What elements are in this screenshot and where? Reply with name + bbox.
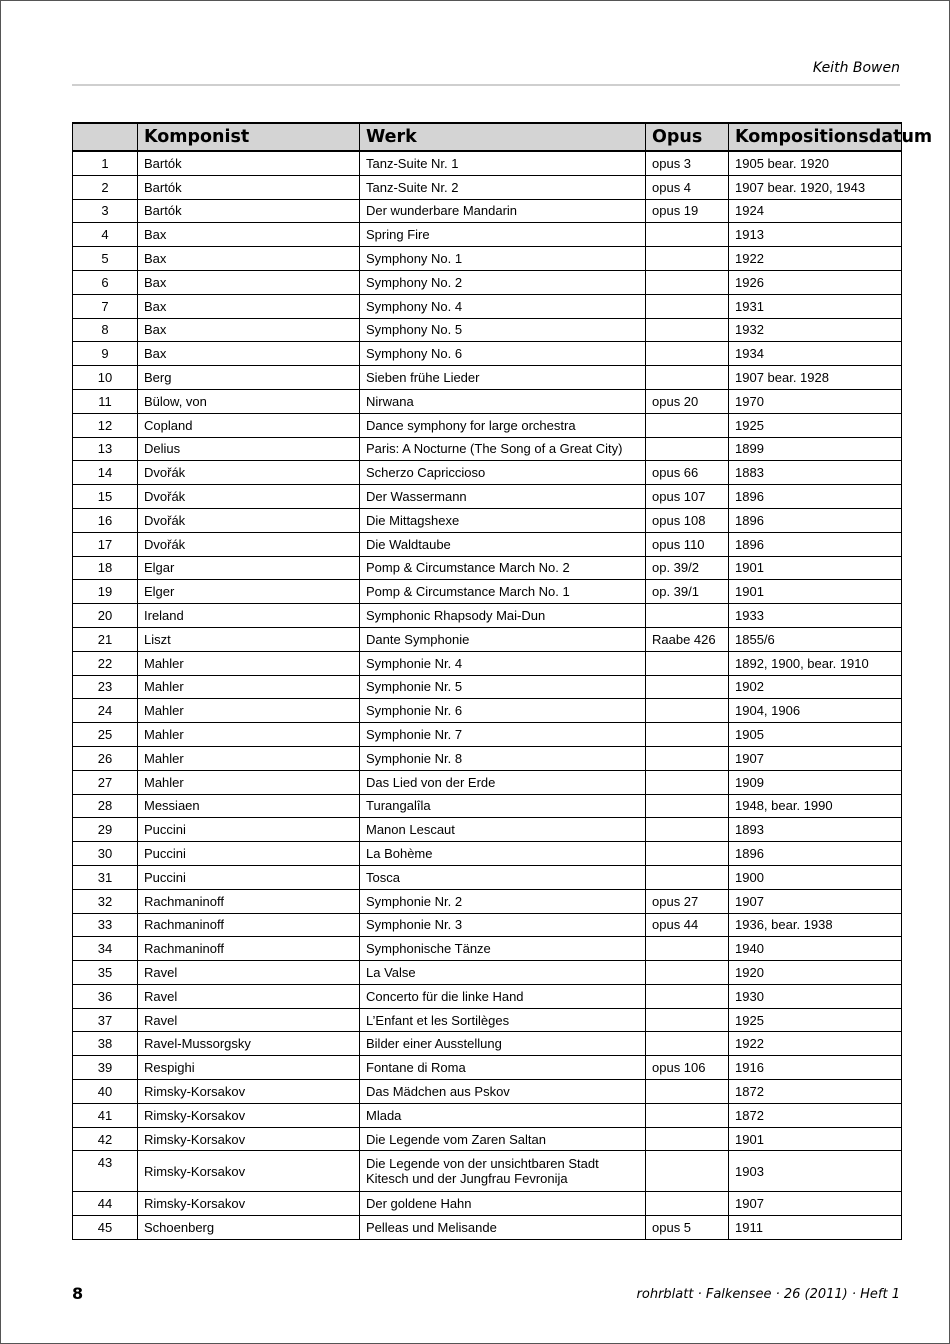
row-number: 29 bbox=[73, 818, 138, 842]
werk-cell: Die Mittagshexe bbox=[360, 508, 646, 532]
table-row bbox=[73, 151, 902, 175]
opus-cell: op. 39/2 bbox=[646, 556, 729, 580]
table-row bbox=[73, 437, 902, 461]
row-number: 5 bbox=[73, 247, 138, 271]
table-row bbox=[73, 199, 902, 223]
table-header bbox=[73, 123, 933, 151]
werk-cell: La Bohème bbox=[360, 842, 646, 866]
werk-cell: Symphonische Tänze bbox=[360, 937, 646, 961]
werk-cell: Symphony No. 4 bbox=[360, 294, 646, 318]
datum-cell: 1905 bbox=[729, 723, 902, 747]
werk-cell: Turangalîla bbox=[360, 794, 646, 818]
datum-cell: 1925 bbox=[729, 1008, 902, 1032]
opus-cell: opus 19 bbox=[646, 199, 729, 223]
table-row bbox=[73, 1127, 902, 1151]
komponist-cell: Berg bbox=[138, 366, 360, 390]
komponist-cell: Elger bbox=[138, 580, 360, 604]
werk-cell: Die Legende von der unsichtbaren Stadt Kitesch und der Jungfrau Fevronija bbox=[360, 1151, 646, 1192]
opus-cell: opus 110 bbox=[646, 532, 729, 556]
table-body bbox=[73, 151, 902, 1240]
datum-cell: 1936, bear. 1938 bbox=[729, 913, 902, 937]
komponist-cell: Rachmaninoff bbox=[138, 889, 360, 913]
datum-cell: 1933 bbox=[729, 604, 902, 628]
column-header-werk: Werk bbox=[360, 123, 646, 151]
opus-cell bbox=[646, 1192, 729, 1216]
opus-cell bbox=[646, 247, 729, 271]
komponist-cell: Elgar bbox=[138, 556, 360, 580]
table-row bbox=[73, 723, 902, 747]
column-header-opus: Opus bbox=[646, 123, 729, 151]
datum-cell: 1904, 1906 bbox=[729, 699, 902, 723]
komponist-cell: Dvořák bbox=[138, 532, 360, 556]
datum-cell: 1948, bear. 1990 bbox=[729, 794, 902, 818]
datum-cell: 1931 bbox=[729, 294, 902, 318]
datum-cell: 1922 bbox=[729, 1032, 902, 1056]
werk-cell: Scherzo Capriccioso bbox=[360, 461, 646, 485]
table-row bbox=[73, 651, 902, 675]
table-row bbox=[73, 318, 902, 342]
opus-cell bbox=[646, 794, 729, 818]
opus-cell bbox=[646, 1032, 729, 1056]
datum-cell: 1872 bbox=[729, 1103, 902, 1127]
komponist-cell: Bülow, von bbox=[138, 389, 360, 413]
datum-cell: 1901 bbox=[729, 1127, 902, 1151]
komponist-cell: Mahler bbox=[138, 723, 360, 747]
komponist-cell: Respighi bbox=[138, 1056, 360, 1080]
komponist-cell: Rachmaninoff bbox=[138, 913, 360, 937]
datum-cell: 1872 bbox=[729, 1080, 902, 1104]
table-row bbox=[73, 746, 902, 770]
datum-cell: 1907 bear. 1920, 1943 bbox=[729, 175, 902, 199]
opus-cell: op. 39/1 bbox=[646, 580, 729, 604]
datum-cell: 1932 bbox=[729, 318, 902, 342]
werk-cell: Manon Lescaut bbox=[360, 818, 646, 842]
datum-cell: 1901 bbox=[729, 580, 902, 604]
datum-cell: 1902 bbox=[729, 675, 902, 699]
werk-cell: Tanz-Suite Nr. 1 bbox=[360, 151, 646, 175]
opus-cell bbox=[646, 413, 729, 437]
row-number: 13 bbox=[73, 437, 138, 461]
komponist-cell: Bax bbox=[138, 270, 360, 294]
werk-cell: Pelleas und Melisande bbox=[360, 1216, 646, 1240]
column-header-number bbox=[73, 123, 138, 151]
werk-cell: Symphonie Nr. 3 bbox=[360, 913, 646, 937]
komponist-cell: Ireland bbox=[138, 604, 360, 628]
werk-cell: Paris: A Nocturne (The Song of a Great City) bbox=[360, 437, 646, 461]
datum-cell: 1855/6 bbox=[729, 627, 902, 651]
opus-cell: opus 4 bbox=[646, 175, 729, 199]
komponist-cell: Schoenberg bbox=[138, 1216, 360, 1240]
opus-cell bbox=[646, 1127, 729, 1151]
header-row bbox=[73, 123, 902, 151]
row-number: 15 bbox=[73, 485, 138, 509]
werk-cell: Spring Fire bbox=[360, 223, 646, 247]
table-row bbox=[73, 413, 902, 437]
werk-cell: Die Legende vom Zaren Saltan bbox=[360, 1127, 646, 1151]
row-number: 34 bbox=[73, 937, 138, 961]
datum-cell: 1970 bbox=[729, 389, 902, 413]
row-number: 41 bbox=[73, 1103, 138, 1127]
row-number: 44 bbox=[73, 1192, 138, 1216]
komponist-cell: Mahler bbox=[138, 699, 360, 723]
werk-cell: Dante Symphonie bbox=[360, 627, 646, 651]
komponist-cell: Liszt bbox=[138, 627, 360, 651]
table-row bbox=[73, 604, 902, 628]
opus-cell bbox=[646, 437, 729, 461]
opus-cell bbox=[646, 318, 729, 342]
table-row bbox=[73, 913, 902, 937]
datum-cell: 1892, 1900, bear. 1910 bbox=[729, 651, 902, 675]
opus-cell: opus 20 bbox=[646, 389, 729, 413]
opus-cell: Raabe 426 bbox=[646, 627, 729, 651]
table-row bbox=[73, 1032, 902, 1056]
datum-cell: 1907 bbox=[729, 746, 902, 770]
datum-cell: 1905 bear. 1920 bbox=[729, 151, 902, 175]
row-number: 42 bbox=[73, 1127, 138, 1151]
werk-cell: Bilder einer Ausstellung bbox=[360, 1032, 646, 1056]
komponist-cell: Dvořák bbox=[138, 461, 360, 485]
table-row bbox=[73, 1080, 902, 1104]
row-number: 18 bbox=[73, 556, 138, 580]
row-number: 21 bbox=[73, 627, 138, 651]
opus-cell bbox=[646, 223, 729, 247]
opus-cell bbox=[646, 818, 729, 842]
datum-cell: 1913 bbox=[729, 223, 902, 247]
page-number: 8 bbox=[72, 1284, 84, 1303]
datum-cell: 1924 bbox=[729, 199, 902, 223]
publication-info: rohrblatt · Falkensee · 26 (2011) · Heft 1 bbox=[636, 1287, 900, 1302]
werk-cell: Der wunderbare Mandarin bbox=[360, 199, 646, 223]
row-number: 43 bbox=[73, 1151, 138, 1192]
table-row bbox=[73, 580, 902, 604]
datum-cell: 1940 bbox=[729, 937, 902, 961]
table-row bbox=[73, 223, 902, 247]
datum-cell: 1900 bbox=[729, 865, 902, 889]
column-header-komponist: Komponist bbox=[138, 123, 360, 151]
table-row bbox=[73, 175, 902, 199]
table-row bbox=[73, 1103, 902, 1127]
opus-cell bbox=[646, 842, 729, 866]
table-row bbox=[73, 794, 902, 818]
opus-cell: opus 107 bbox=[646, 485, 729, 509]
column-header-kompositionsdatum: Kompositionsdatum bbox=[729, 123, 902, 151]
opus-cell bbox=[646, 984, 729, 1008]
opus-cell bbox=[646, 366, 729, 390]
komponist-cell: Ravel bbox=[138, 984, 360, 1008]
werk-cell: Pomp & Circumstance March No. 1 bbox=[360, 580, 646, 604]
opus-cell bbox=[646, 746, 729, 770]
table-row bbox=[73, 1056, 902, 1080]
opus-cell bbox=[646, 937, 729, 961]
table-row bbox=[73, 1008, 902, 1032]
row-number: 22 bbox=[73, 651, 138, 675]
komponist-cell: Messiaen bbox=[138, 794, 360, 818]
komponist-cell: Puccini bbox=[138, 865, 360, 889]
werk-cell: Concerto für die linke Hand bbox=[360, 984, 646, 1008]
komponist-cell: Bartók bbox=[138, 199, 360, 223]
row-number: 37 bbox=[73, 1008, 138, 1032]
works-table bbox=[72, 122, 933, 1240]
row-number: 2 bbox=[73, 175, 138, 199]
werk-cell: Nirwana bbox=[360, 389, 646, 413]
komponist-cell: Bartók bbox=[138, 175, 360, 199]
row-number: 45 bbox=[73, 1216, 138, 1240]
table-row bbox=[73, 270, 902, 294]
opus-cell: opus 3 bbox=[646, 151, 729, 175]
werk-cell: Symphony No. 6 bbox=[360, 342, 646, 366]
komponist-cell: Rimsky-Korsakov bbox=[138, 1192, 360, 1216]
komponist-cell: Rimsky-Korsakov bbox=[138, 1080, 360, 1104]
datum-cell: 1909 bbox=[729, 770, 902, 794]
header-rule bbox=[72, 84, 900, 86]
werk-cell: Mlada bbox=[360, 1103, 646, 1127]
opus-cell: opus 108 bbox=[646, 508, 729, 532]
werk-cell: Symphonic Rhapsody Mai-Dun bbox=[360, 604, 646, 628]
opus-cell bbox=[646, 1008, 729, 1032]
table-row bbox=[73, 937, 902, 961]
row-number: 6 bbox=[73, 270, 138, 294]
row-number: 20 bbox=[73, 604, 138, 628]
row-number: 38 bbox=[73, 1032, 138, 1056]
table-row bbox=[73, 627, 902, 651]
row-number: 8 bbox=[73, 318, 138, 342]
komponist-cell: Copland bbox=[138, 413, 360, 437]
table-row bbox=[73, 1192, 902, 1216]
werk-cell: Symphony No. 2 bbox=[360, 270, 646, 294]
table-row bbox=[73, 294, 902, 318]
table-row bbox=[73, 818, 902, 842]
werk-cell: La Valse bbox=[360, 961, 646, 985]
komponist-cell: Dvořák bbox=[138, 485, 360, 509]
datum-cell: 1925 bbox=[729, 413, 902, 437]
komponist-cell: Mahler bbox=[138, 746, 360, 770]
opus-cell: opus 66 bbox=[646, 461, 729, 485]
row-number: 27 bbox=[73, 770, 138, 794]
table-row bbox=[73, 366, 902, 390]
komponist-cell: Ravel bbox=[138, 961, 360, 985]
row-number: 31 bbox=[73, 865, 138, 889]
table-row bbox=[73, 508, 902, 532]
datum-cell: 1907 bear. 1928 bbox=[729, 366, 902, 390]
row-number: 24 bbox=[73, 699, 138, 723]
row-number: 36 bbox=[73, 984, 138, 1008]
opus-cell bbox=[646, 1103, 729, 1127]
werk-cell: Symphonie Nr. 4 bbox=[360, 651, 646, 675]
werk-cell: Tosca bbox=[360, 865, 646, 889]
datum-cell: 1896 bbox=[729, 508, 902, 532]
row-number: 23 bbox=[73, 675, 138, 699]
row-number: 33 bbox=[73, 913, 138, 937]
table-row bbox=[73, 770, 902, 794]
datum-cell: 1907 bbox=[729, 1192, 902, 1216]
row-number: 16 bbox=[73, 508, 138, 532]
datum-cell: 1934 bbox=[729, 342, 902, 366]
komponist-cell: Mahler bbox=[138, 770, 360, 794]
opus-cell bbox=[646, 651, 729, 675]
datum-cell: 1922 bbox=[729, 247, 902, 271]
datum-cell: 1883 bbox=[729, 461, 902, 485]
table-row bbox=[73, 247, 902, 271]
row-number: 14 bbox=[73, 461, 138, 485]
komponist-cell: Rimsky-Korsakov bbox=[138, 1103, 360, 1127]
opus-cell bbox=[646, 294, 729, 318]
row-number: 3 bbox=[73, 199, 138, 223]
werk-cell: Symphony No. 5 bbox=[360, 318, 646, 342]
datum-cell: 1916 bbox=[729, 1056, 902, 1080]
komponist-cell: Delius bbox=[138, 437, 360, 461]
opus-cell bbox=[646, 342, 729, 366]
table-row bbox=[73, 865, 902, 889]
komponist-cell: Bax bbox=[138, 247, 360, 271]
opus-cell: opus 5 bbox=[646, 1216, 729, 1240]
table-row bbox=[73, 1216, 902, 1240]
datum-cell: 1896 bbox=[729, 532, 902, 556]
komponist-cell: Bax bbox=[138, 318, 360, 342]
komponist-cell: Bax bbox=[138, 223, 360, 247]
opus-cell bbox=[646, 961, 729, 985]
komponist-cell: Rimsky-Korsakov bbox=[138, 1127, 360, 1151]
row-number: 35 bbox=[73, 961, 138, 985]
datum-cell: 1896 bbox=[729, 485, 902, 509]
row-number: 28 bbox=[73, 794, 138, 818]
komponist-cell: Dvořák bbox=[138, 508, 360, 532]
werk-cell: Die Waldtaube bbox=[360, 532, 646, 556]
table-row bbox=[73, 842, 902, 866]
werk-cell: Fontane di Roma bbox=[360, 1056, 646, 1080]
werk-cell: Dance symphony for large orchestra bbox=[360, 413, 646, 437]
opus-cell bbox=[646, 770, 729, 794]
komponist-cell: Puccini bbox=[138, 842, 360, 866]
komponist-cell: Puccini bbox=[138, 818, 360, 842]
table-row bbox=[73, 389, 902, 413]
row-number: 26 bbox=[73, 746, 138, 770]
komponist-cell: Mahler bbox=[138, 651, 360, 675]
row-number: 40 bbox=[73, 1080, 138, 1104]
opus-cell: opus 44 bbox=[646, 913, 729, 937]
komponist-cell: Bax bbox=[138, 342, 360, 366]
datum-cell: 1903 bbox=[729, 1151, 902, 1192]
opus-cell bbox=[646, 270, 729, 294]
werk-cell: Das Lied von der Erde bbox=[360, 770, 646, 794]
table-row bbox=[73, 461, 902, 485]
opus-cell bbox=[646, 1151, 729, 1192]
row-number: 30 bbox=[73, 842, 138, 866]
opus-cell bbox=[646, 865, 729, 889]
opus-cell bbox=[646, 1080, 729, 1104]
row-number: 11 bbox=[73, 389, 138, 413]
row-number: 25 bbox=[73, 723, 138, 747]
datum-cell: 1907 bbox=[729, 889, 902, 913]
komponist-cell: Bartók bbox=[138, 151, 360, 175]
opus-cell bbox=[646, 604, 729, 628]
table-row bbox=[73, 889, 902, 913]
table-row bbox=[73, 532, 902, 556]
table-row bbox=[73, 699, 902, 723]
datum-cell: 1893 bbox=[729, 818, 902, 842]
datum-cell: 1926 bbox=[729, 270, 902, 294]
row-number: 9 bbox=[73, 342, 138, 366]
row-number: 12 bbox=[73, 413, 138, 437]
werk-cell: Symphonie Nr. 5 bbox=[360, 675, 646, 699]
row-number: 1 bbox=[73, 151, 138, 175]
opus-cell: opus 106 bbox=[646, 1056, 729, 1080]
werk-cell: Symphonie Nr. 2 bbox=[360, 889, 646, 913]
opus-cell: opus 27 bbox=[646, 889, 729, 913]
komponist-cell: Ravel bbox=[138, 1008, 360, 1032]
werk-cell: Tanz-Suite Nr. 2 bbox=[360, 175, 646, 199]
row-number: 32 bbox=[73, 889, 138, 913]
row-number: 4 bbox=[73, 223, 138, 247]
opus-cell bbox=[646, 699, 729, 723]
datum-cell: 1896 bbox=[729, 842, 902, 866]
table-row bbox=[73, 1151, 902, 1192]
table-row bbox=[73, 342, 902, 366]
table-row bbox=[73, 485, 902, 509]
werk-cell: Der Wassermann bbox=[360, 485, 646, 509]
table-row bbox=[73, 556, 902, 580]
werk-cell: Pomp & Circumstance March No. 2 bbox=[360, 556, 646, 580]
werk-cell: Sieben frühe Lieder bbox=[360, 366, 646, 390]
werk-cell: Symphonie Nr. 8 bbox=[360, 746, 646, 770]
komponist-cell: Ravel-Mussorgsky bbox=[138, 1032, 360, 1056]
datum-cell: 1911 bbox=[729, 1216, 902, 1240]
komponist-cell: Bax bbox=[138, 294, 360, 318]
row-number: 7 bbox=[73, 294, 138, 318]
datum-cell: 1920 bbox=[729, 961, 902, 985]
werk-cell: Der goldene Hahn bbox=[360, 1192, 646, 1216]
opus-cell bbox=[646, 723, 729, 747]
table-row bbox=[73, 675, 902, 699]
werk-cell: Das Mädchen aus Pskov bbox=[360, 1080, 646, 1104]
datum-cell: 1899 bbox=[729, 437, 902, 461]
running-head-author: Keith Bowen bbox=[812, 60, 900, 76]
werk-cell: Symphonie Nr. 6 bbox=[360, 699, 646, 723]
werk-cell: Symphony No. 1 bbox=[360, 247, 646, 271]
werk-cell: Symphonie Nr. 7 bbox=[360, 723, 646, 747]
komponist-cell: Rachmaninoff bbox=[138, 937, 360, 961]
table-row bbox=[73, 984, 902, 1008]
row-number: 19 bbox=[73, 580, 138, 604]
komponist-cell: Mahler bbox=[138, 675, 360, 699]
row-number: 10 bbox=[73, 366, 138, 390]
table-row bbox=[73, 961, 902, 985]
datum-cell: 1901 bbox=[729, 556, 902, 580]
row-number: 17 bbox=[73, 532, 138, 556]
opus-cell bbox=[646, 675, 729, 699]
werk-cell: L’Enfant et les Sortilèges bbox=[360, 1008, 646, 1032]
komponist-cell: Rimsky-Korsakov bbox=[138, 1151, 360, 1192]
datum-cell: 1930 bbox=[729, 984, 902, 1008]
row-number: 39 bbox=[73, 1056, 138, 1080]
